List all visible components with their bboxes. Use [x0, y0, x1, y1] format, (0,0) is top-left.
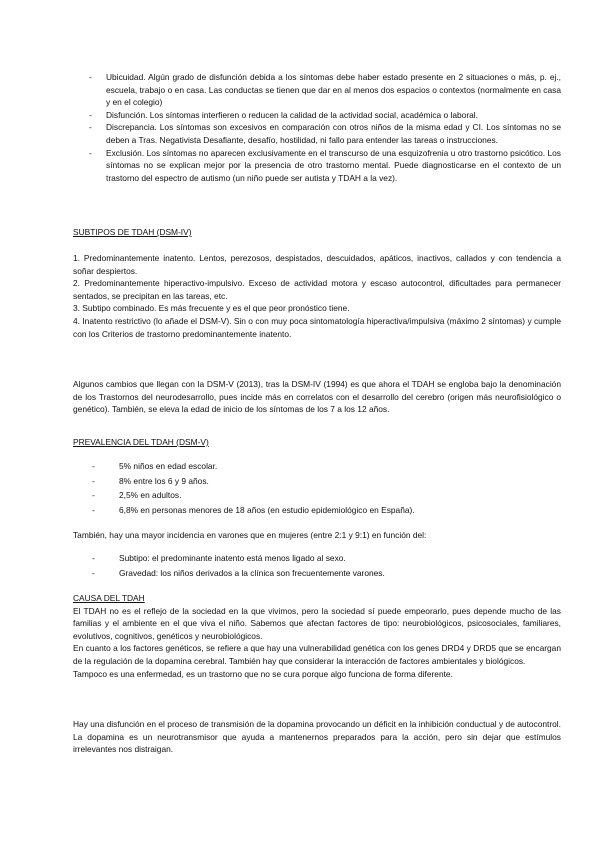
- factor-gravedad: Gravedad: los niños derivados a la clínica son frecuentemente varones.: [119, 567, 385, 578]
- cause-heading: CAUSA DEL TDAH: [73, 593, 145, 603]
- dopamine-paragraph: Hay una disfunción en el proceso de transmisión de la dopamina provocando un déficit en la inhibición conductual y de autocontrol. La dopamina es un neurotransmisor que ayuda a mantenernos preparados para la acción, pero sin dejar que estímulos irrelevantes nos distraigan.: [73, 719, 561, 755]
- cause-paragraph-1: El TDAH no es el reflejo de la sociedad en la que vivimos, pero la sociedad sí puede empeorarlo, pues depende mucho de las familias y el ambiente en el que viva el niño. Sabemos que afectan factores de tipo: neurobiológicos, psicosociales, familiares, evolutivos, cognitivos, genéticos y neurobiológicos.: [73, 605, 561, 641]
- list-item: [73, 147, 561, 185]
- subtype-2: 2. Predominantemente hiperactivo-impulsivo. Exceso de actividad motora y escaso autocontrol, dificultades para permanecer sentados, se precipitan en las tareas, etc.: [73, 278, 561, 301]
- subtype-4: 4. Inatento restrictivo (lo añade el DSM-V). Sin o con muy poca sintomatología hiperactiva/impulsiva (máximo 2 síntomas) y cumple con los Criterios de trastorno predominantemente inatento.: [73, 315, 561, 339]
- cause-paragraph-2: En cuanto a los factores genéticos, se refiere a que hay una vulnerabilidad genética con los genes DRD4 y DRD5 que se encargan de la regulación de la dopamina cerebral. También hay que considerar la interacción de factores ambientales y biológicos.: [73, 643, 561, 666]
- subtypes-list: [73, 252, 561, 340]
- list-item: [73, 552, 561, 565]
- bullet-dash: -: [92, 490, 95, 501]
- list-item: [73, 121, 561, 146]
- subtypes-heading: SUBTIPOS DE TDAH (DSM-IV): [73, 227, 192, 237]
- bullet-dash: -: [89, 147, 92, 158]
- list-item: [73, 109, 561, 122]
- list-item: [73, 71, 561, 109]
- cause-section: [73, 592, 561, 680]
- list-item: [73, 460, 561, 473]
- prevalence-heading: PREVALENCIA DEL TDAH (DSM-V): [73, 437, 209, 447]
- dsm-changes-paragraph: Algunos cambios que llegan con la DSM-V (2013), tras la DSM-IV (1994) es que ahora el TDAH se engloba bajo la denominación de los Trastornos del neurodesarrollo, pues incide más en correlatos con el desarrollo del cerebro (origen más neurofisiológico o genético). También, se eleva la edad de inicio de los síntomas de los 7 a los 12 años.: [73, 379, 561, 415]
- bullet-dash: -: [92, 461, 95, 471]
- bullet-dash: -: [89, 122, 92, 133]
- factor-subtipo: Subtipo: el predominante inatento está menos ligado al sexo.: [119, 553, 346, 563]
- bullet-dash: -: [89, 72, 92, 82]
- criterion-ubicuidad: Ubicuidad. Algún grado de disfunción debida a los síntomas debe haber estado presente en 2 situaciones o más, p. ej., escuela, trabajo o en casa. Las conductas se tienen que dar en al menos dos espacios o contextos (normalmente en casa y en el colegio): [106, 72, 561, 108]
- prevalence-item: 5% niños en edad escolar.: [119, 461, 218, 471]
- cause-paragraph-3: Tampoco es una enfermedad, es un trastorno que no se cura porque algo funciona de forma diferente.: [73, 668, 453, 679]
- bullet-dash: -: [92, 504, 95, 515]
- criterion-disfuncion: Disfunción. Los síntomas interfieren o reducen la calidad de la actividad social, académica o laboral.: [106, 109, 478, 120]
- bullet-dash: -: [92, 553, 95, 563]
- bullet-dash: -: [92, 567, 95, 578]
- bullet-dash: -: [92, 475, 95, 486]
- prevalence-item: 2,5% en adultos.: [119, 490, 182, 501]
- list-item: [73, 567, 561, 580]
- incidence-paragraph: También, hay una mayor incidencia en varones que en mujeres (entre 2:1 y 9:1) en función del:: [73, 530, 427, 540]
- prevalence-item: 6,8% en personas menores de 18 años (en estudio epidemiológico en España).: [119, 504, 415, 515]
- incidence-factors-list: [73, 552, 561, 579]
- prevalence-item: 8% entre los 6 y 9 años.: [119, 475, 209, 486]
- criterion-exclusion: Exclusión. Los síntomas no aparecen exclusivamente en el transcurso de una esquizofrenia u otro trastorno psicótico. Los síntomas no se explican mejor por la presencia de otro trastorno mental. Puede diagnosticarse en el contexto de un trastorno del espectro de autismo (un niño puede ser autista y TDAH a la vez).: [106, 147, 561, 183]
- subtype-1: 1. Predominantemente inatento. Lentos, perezosos, despistados, descuidados, apáticos, inactivos, callados y con tendencia a soñar despiertos.: [73, 253, 561, 276]
- bullet-dash: -: [89, 109, 92, 120]
- list-item: [73, 475, 561, 488]
- list-item: [73, 504, 561, 517]
- criteria-list: [73, 71, 561, 184]
- subtype-3: 3. Subtipo combinado. Es más frecuente y es el que peor pronóstico tiene.: [73, 303, 350, 314]
- list-item: [73, 489, 561, 502]
- prevalence-list: [73, 460, 561, 516]
- criterion-discrepancia: Discrepancia. Los síntomas son excesivos en comparación con otros niños de la misma edad y CI. Los síntomas no se deben a Tras. Negativista Desafiante, desafío, hostilidad, ni fallo para entender las tareas o instrucciones.: [106, 122, 561, 145]
